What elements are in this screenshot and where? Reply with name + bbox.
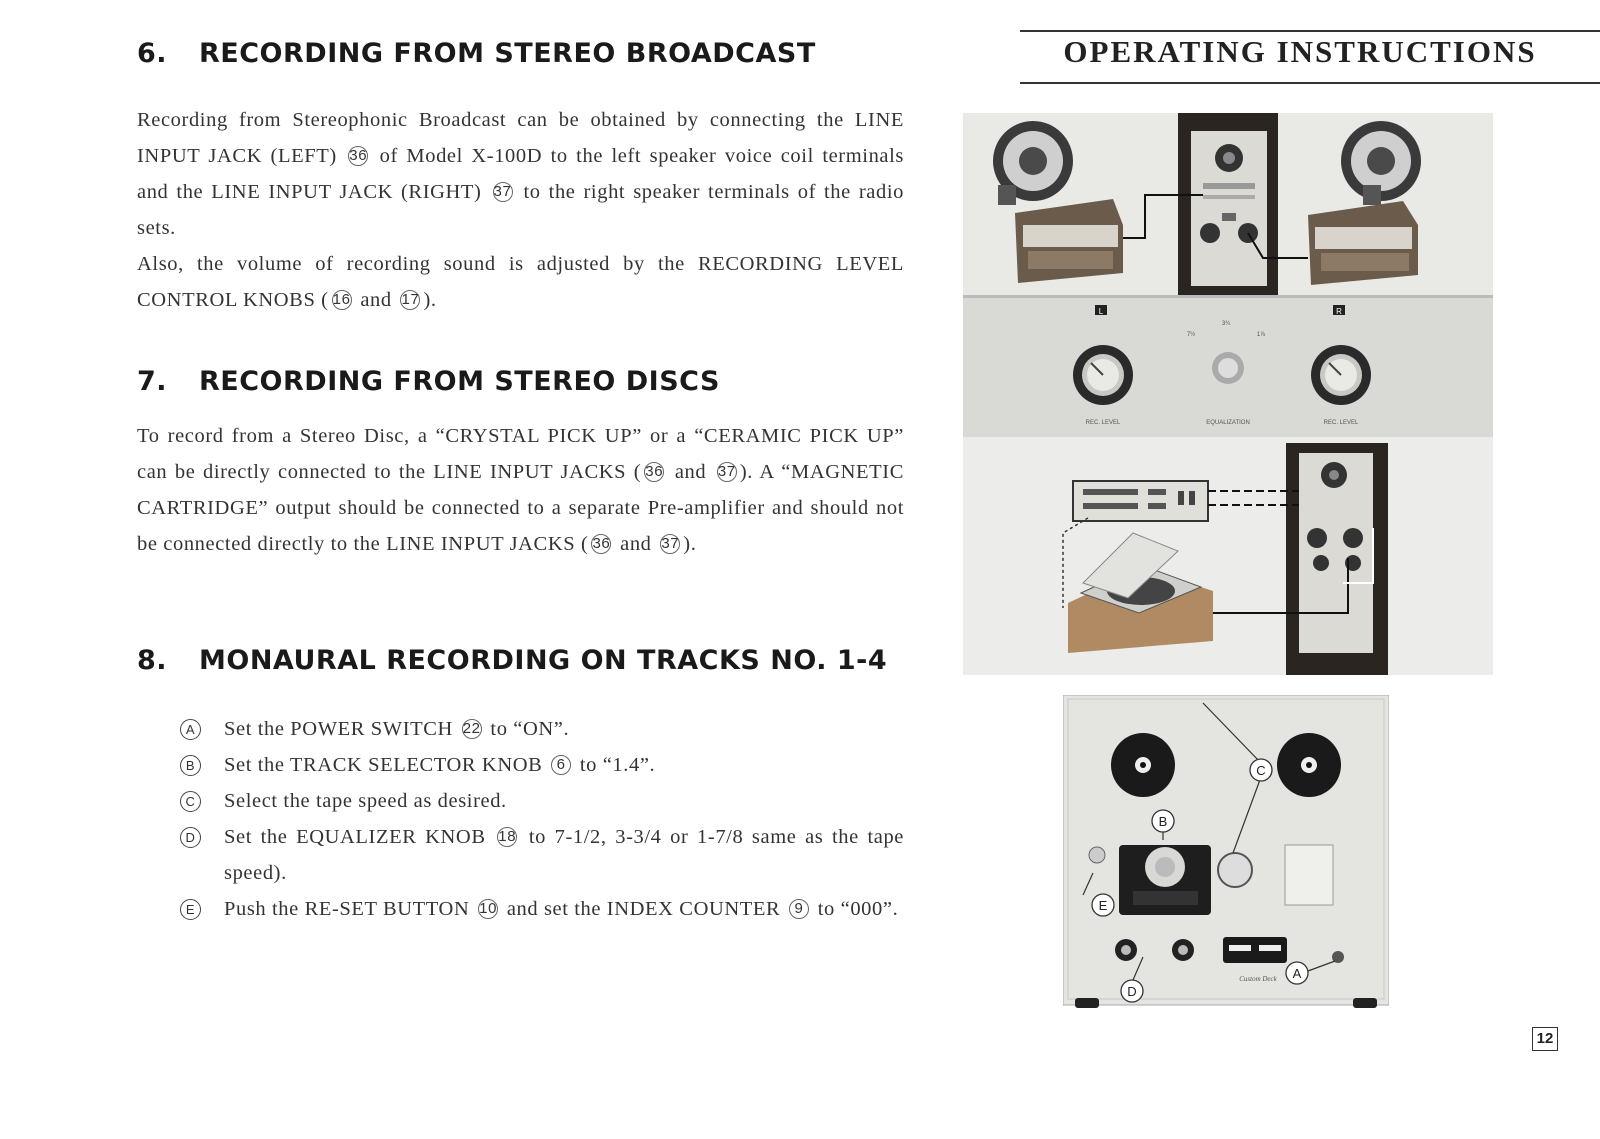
text-run: To record from a Stereo Disc, a “CRYSTAL PICK UP” or a “CERAMIC PICK UP” can be directly connected to the LINE INPUT JACKS ( [137, 425, 904, 483]
callout-number: 10 [479, 900, 498, 917]
step-marker: A [180, 719, 201, 740]
svg-text:E: E [1098, 898, 1108, 913]
step-list [180, 711, 904, 927]
svg-text:C: C [1256, 763, 1266, 778]
section-title: RECORDING FROM STEREO BROADCAST [199, 38, 816, 69]
callout-number: 37 [661, 535, 680, 552]
right-foot [1353, 998, 1377, 1008]
header-rule-bottom [1020, 82, 1600, 84]
step-e [180, 891, 904, 927]
section-8-heading [137, 645, 887, 676]
text-run: to “000”. [812, 898, 899, 920]
callout-number: 37 [717, 463, 736, 480]
step-c [180, 783, 904, 819]
text-run: and [354, 289, 398, 311]
center-knob-label: EQUALIZATION [1206, 420, 1250, 426]
text-run: ). [423, 289, 437, 311]
step-a [180, 711, 904, 747]
left-rec-level-knob [1073, 345, 1133, 405]
svg-text:A: A [1292, 966, 1302, 981]
text-run: Set the POWER SWITCH [224, 718, 459, 740]
callout-a-marker [1286, 962, 1308, 984]
step-marker: C [180, 791, 201, 812]
text-run: and [667, 461, 714, 483]
callout-number: 17 [401, 291, 420, 308]
svg-text:B: B [1158, 814, 1168, 829]
step-marker: D [180, 827, 201, 848]
recorder-input-panel [1178, 113, 1278, 303]
callout-e-marker [1092, 894, 1114, 916]
step-d [180, 819, 904, 891]
callout-b-marker [1152, 810, 1174, 832]
equalization-knob [1212, 352, 1244, 384]
step-marker: E [180, 899, 201, 920]
text-run: to the right speaker terminals of the radio sets. [137, 181, 904, 239]
eq-mark-7-1-2: 7½ [1186, 332, 1196, 338]
callout-number: 6 [551, 755, 571, 775]
text-run: Recording from Stereophonic Broadcast can be obtained by connecting the LINE INPUT JACK (LEFT) [137, 109, 904, 167]
callout-number: 18 [498, 828, 517, 845]
section-7-paragraph [137, 418, 904, 562]
section-number: 6. [137, 38, 168, 69]
section-number: 7. [137, 366, 168, 397]
eq-mark-1-7-8: 1⅞ [1256, 332, 1266, 338]
callout-number: 9 [789, 899, 809, 919]
right-channel-label: R [1336, 307, 1342, 316]
section-6-heading [137, 38, 816, 69]
speed-selector-knob [1218, 853, 1252, 887]
page-header-title: OPERATING INSTRUCTIONS [1063, 34, 1537, 69]
section-title: MONAURAL RECORDING ON TRACKS NO. 1-4 [199, 645, 888, 676]
meter-window [1285, 845, 1333, 905]
callout-number: 36 [349, 147, 368, 164]
page-number: 12 [1532, 1027, 1558, 1051]
section-6-paragraph-2 [137, 246, 904, 318]
index-counter [1133, 891, 1198, 905]
text-run: to 7-1/2, 3-3/4 or 1-7/8 same as the tape speed). [224, 826, 904, 884]
left-foot [1075, 998, 1099, 1008]
brand-logo-text: Custom Deck [1239, 975, 1277, 983]
text-run: Set the TRACK SELECTOR KNOB [224, 754, 549, 776]
svg-text:D: D [1127, 984, 1137, 999]
text-run: Select the tape speed as desired. [224, 790, 507, 812]
connection-diagram-photo [963, 113, 1493, 675]
step-b [180, 747, 904, 783]
text-run: to “ON”. [484, 718, 570, 740]
text-run: ). A “MAGNETIC CARTRIDGE” output should be connected to a separate Pre-amplifier and should not be connected directly to the LINE INPUT JACKS ( [137, 461, 904, 555]
text-run: and set the INDEX COUNTER [501, 898, 787, 920]
preamplifier-illustration [1073, 481, 1208, 521]
right-radio-illustration [1308, 201, 1418, 285]
text-run: ). [683, 533, 697, 555]
callout-c-marker [1250, 759, 1272, 781]
section-6-paragraph-1 [137, 102, 904, 246]
left-radio-illustration [1015, 199, 1123, 283]
eq-mark-3-3-4: 3¾ [1221, 321, 1231, 327]
left-knob-label: REC. LEVEL [1085, 420, 1121, 426]
reset-button [1089, 847, 1105, 863]
callout-number: 36 [592, 535, 611, 552]
callout-d-marker [1121, 980, 1143, 1002]
recorder-front-photo [1063, 695, 1389, 1025]
section-7-heading [137, 366, 720, 397]
text-run: Set the EQUALIZER KNOB [224, 826, 495, 848]
callout-number: 37 [493, 183, 512, 200]
section-title: RECORDING FROM STEREO DISCS [199, 366, 720, 397]
disc-panel-bg [963, 437, 1493, 675]
text-run: Push the RE-SET BUTTON [224, 898, 476, 920]
callout-number: 16 [332, 291, 351, 308]
callout-number: 36 [645, 463, 664, 480]
header-rule-top [1020, 30, 1600, 32]
left-reel [1111, 733, 1175, 797]
step-marker: B [180, 755, 201, 776]
text-run: to “1.4”. [574, 754, 656, 776]
text-run: Also, the volume of recording sound is adjusted by the RECORDING LEVEL CONTROL KNOBS ( [137, 253, 904, 311]
right-rec-level-knob [1311, 345, 1371, 405]
callout-number: 22 [462, 720, 481, 737]
text-run: and [614, 533, 658, 555]
right-knob-label: REC. LEVEL [1323, 420, 1359, 426]
right-reel [1277, 733, 1341, 797]
section-number: 8. [137, 645, 168, 676]
text-run: of Model X-100D to the left speaker voice coil terminals and the LINE INPUT JACK (RIGHT) [137, 145, 905, 203]
left-channel-label: L [1098, 307, 1104, 316]
